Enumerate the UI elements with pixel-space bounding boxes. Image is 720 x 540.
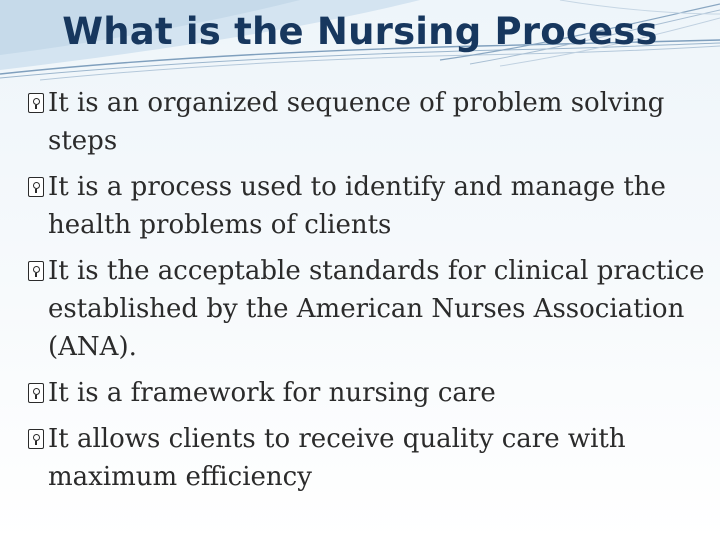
- missing-glyph-box-icon: [28, 261, 44, 281]
- bullet-item: [28, 84, 708, 160]
- bullet-item: [28, 252, 708, 366]
- bullet-item: [28, 374, 708, 412]
- bullet-list: [28, 84, 708, 504]
- bullet-item: [28, 420, 708, 496]
- title-band: [0, 0, 720, 84]
- bullet-text: It is a framework for nursing care: [48, 378, 496, 408]
- missing-glyph-box-icon: [28, 429, 44, 449]
- missing-glyph-box-icon: [28, 383, 44, 403]
- bullet-text: It is an organized sequence of problem solving steps: [48, 88, 665, 156]
- bullet-text: It is a process used to identify and manage the health problems of clients: [48, 172, 666, 240]
- bullet-item: [28, 168, 708, 244]
- missing-glyph-box-icon: [28, 93, 44, 113]
- bullet-text: It is the acceptable standards for clinical practice established by the American Nurses Association (ANA).: [48, 256, 705, 362]
- missing-glyph-box-icon: [28, 177, 44, 197]
- slide-title: What is the Nursing Process: [62, 10, 658, 53]
- bullet-text: It allows clients to receive quality care with maximum efficiency: [48, 424, 626, 492]
